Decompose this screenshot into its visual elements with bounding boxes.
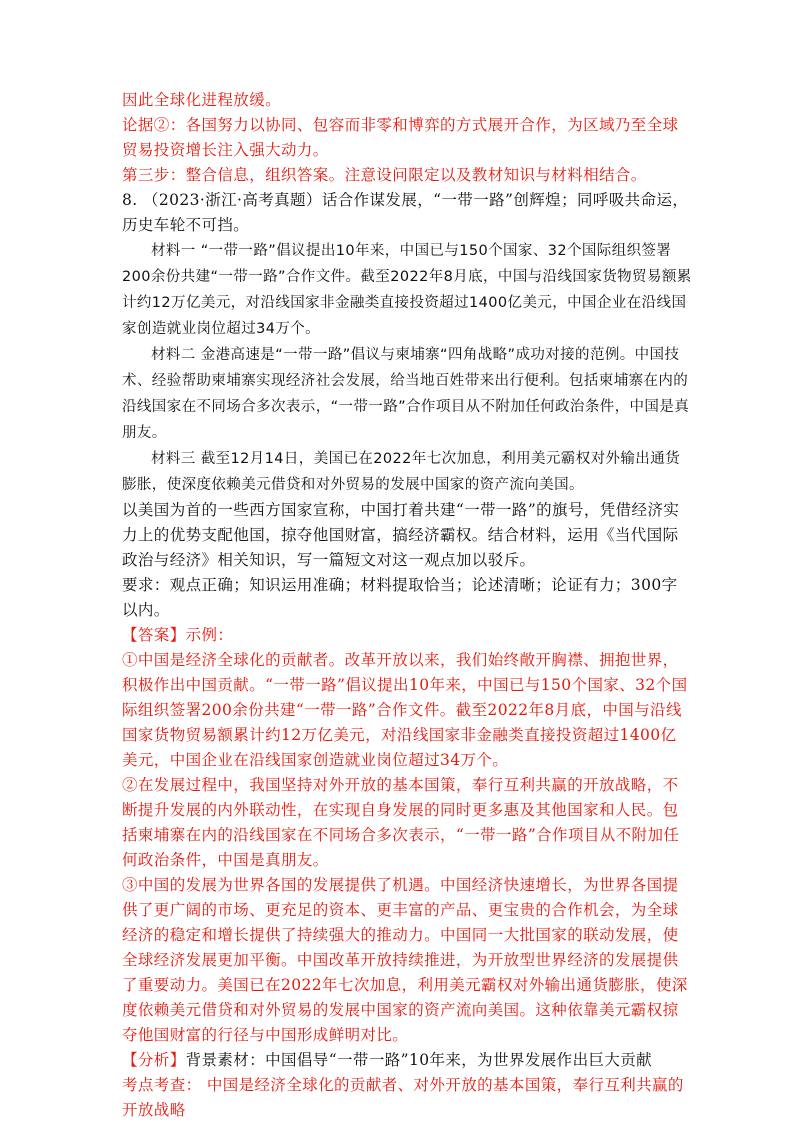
material-3: 材料三 截至12月14日，美国已在2022年七次加息，利用美元霸权对外输出通货膨胀，使深度依赖美元借贷和对外贸易的发展中国家的资产流向美国。 — [122, 451, 681, 493]
answer-paragraph-1: ①中国是经济全球化的贡献者。改革开放以来，我们始终敞开胸襟、拥抱世界，积极作出中国贡献。“一带一路”倡议提出10年来，中国已与150个国家、32个国际组织签署200余份共建“一带一路”合作文件。截至2022年8月底，中国与沿线国家货物贸易额累计约12万亿美元，对沿线国家非金融类直接投资超过1400亿美元，中国企业在沿线国家创造就业岗位超过34万个。 — [122, 651, 688, 769]
answer-paragraph-2: ②在发展过程中，我国坚持对外开放的基本国策，奉行互利共赢的开放战略，不断提升发展的内外联动性，在实现自身发展的同时更多惠及其他国家和人民。包括柬埔寨在内的沿线国家在不同场合多次表示，“一带一路”合作项目从不附加任何政治条件，中国是真朋友。 — [122, 776, 680, 869]
analysis-points: 考点考查： 中国是经济全球化的贡献者、对外开放的基本国策，奉行互利共赢的开放战略 — [122, 1076, 684, 1119]
text-line-conclusion: 因此全球化进程放缓。 — [122, 91, 282, 109]
answer-tag: 【答案】 — [122, 626, 186, 644]
answer-paragraph-3: ③中国的发展为世界各国的发展提供了机遇。中国经济快速增长，为世界各国提供了更广阔的市场、更充足的资本、更丰富的产品、更宝贵的合作机会，为全球经济的稳定和增长提供了持续强大的推动力。中国同一大批国家的联动发展，使全球经济发展更加平衡。中国改革开放持续推进，为开放型世界经济的发展提供了重要动力。美国已在2022年七次加息，利用美元霸权对外输出通货膨胀，使深度依赖美元借贷和对外贸易的发展中国家的资产流向美国。这种依靠美元霸权掠夺他国财富的行径与中国形成鲜明对比。 — [122, 876, 688, 1044]
answer-header — [122, 623, 692, 648]
analysis-tag: 【分析】 — [122, 1051, 186, 1069]
question-stem: 8. （2023·浙江·高考真题）话合作谋发展，“一带一路”创辉煌；同呼吸共命运，历史车轮不可挡。 — [122, 191, 689, 234]
analysis-background: 背景素材：中国倡导“一带一路”10年来，为世界发展作出巨大贡献 — [185, 1051, 653, 1069]
text-step-3: 第三步：整合信息，组织答案。注意设问限定以及教材知识与材料相结合。 — [122, 166, 647, 184]
analysis-header — [122, 1048, 692, 1073]
material-1: 材料一 “一带一路”倡议提出10年来，中国已与150个国家、32个国际组织签署200余份共建“一带一路”合作文件。截至2022年8月底，中国与沿线国家货物贸易额累计约12万亿美元，对沿线国家非金融类直接投资超过1400亿美元，中国企业在沿线国家创造就业岗位超过34万个。 — [122, 243, 692, 337]
question-prompt: 以美国为首的一些西方国家宣称，中国打着共建“一带一路”的旗号，凭借经济实力上的优势支配他国，掠夺他国财富，搞经济霸权。结合材料，运用《当代国际政治与经济》相关知识，写一篇短文对这一观点加以驳斥。 — [122, 501, 680, 569]
material-2: 材料二 金港高速是“一带一路”倡议与柬埔寨“四角战略”成功对接的范例。中国技术、经验帮助柬埔寨实现经济社会发展，给当地百姓带来出行便利。包括柬埔寨在内的沿线国家在不同场合多次表示，“一带一路”合作项目从不附加任何政治条件，中国是真朋友。 — [122, 347, 690, 441]
answer-intro: 示例： — [185, 626, 234, 644]
text-argument-2: 论据②：各国努力以协同、包容而非零和博弈的方式展开合作，为区域乃至全球贸易投资增长注入强大动力。 — [122, 116, 679, 159]
document-page — [122, 88, 692, 1123]
question-requirement: 要求：观点正确；知识运用准确；材料提取恰当；论述清晰；论证有力；300字以内。 — [122, 576, 678, 619]
